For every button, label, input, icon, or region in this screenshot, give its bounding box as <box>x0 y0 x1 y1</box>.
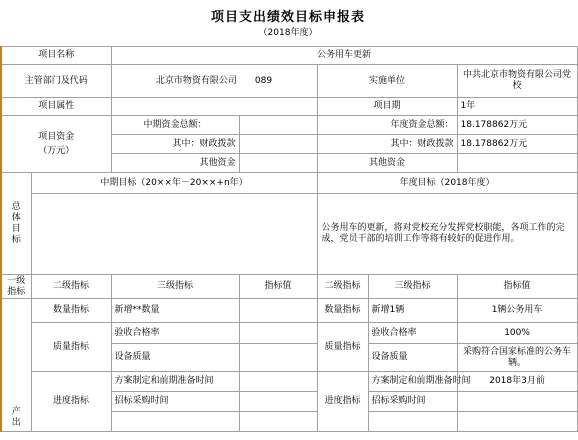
mid-value-cell <box>239 344 317 372</box>
mid-level2-cell: 数量指标 <box>31 299 111 323</box>
table-row <box>1 372 577 392</box>
mid-value-cell <box>239 412 317 432</box>
project-name-row <box>1 47 577 65</box>
overall-goal-char-2: 体 <box>11 212 21 223</box>
mid-level2-header: 二级指标 <box>31 275 111 299</box>
mid-term-goal-content <box>31 194 317 275</box>
project-attribute-row <box>1 98 577 116</box>
implementing-unit-value: 中共北京市物资有限公司党校 <box>457 65 577 98</box>
mid-level3-cell: 新增**数量 <box>111 299 239 323</box>
level1-indicator-header: 一级指标 <box>1 275 31 299</box>
mid-other-label: 其他资金 <box>111 154 239 173</box>
mid-level3-cell: 招标采购时间 <box>111 392 239 412</box>
project-fund-label-line2: （万元） <box>38 146 75 156</box>
implementing-unit-label: 实施单位 <box>317 65 457 98</box>
department-row <box>1 65 577 98</box>
project-period-value: 1年 <box>457 98 577 116</box>
year-value-cell: 2018年3月前 <box>457 372 577 392</box>
mid-level2-cell: 进度指标 <box>31 372 111 432</box>
table-row <box>1 323 577 344</box>
form-sheet <box>0 46 576 440</box>
project-attribute-label: 项目属性 <box>1 98 111 116</box>
year-fund-total-value: 18.178862万元 <box>457 116 577 135</box>
project-fund-label-line1: 项目资金 <box>38 132 75 142</box>
overall-goal-char-1: 总 <box>11 201 21 212</box>
indicator-header-row <box>1 275 577 299</box>
form-title: 项目支出绩效目标申报表 <box>210 10 365 25</box>
year-level3-cell <box>368 412 457 432</box>
department-label: 主管部门及代码 <box>1 65 111 98</box>
table-row <box>1 299 577 323</box>
project-fund-label <box>1 116 111 173</box>
year-value-cell <box>457 412 577 432</box>
form-subtitle: （2018年度） <box>258 28 318 38</box>
project-attribute-value <box>111 98 317 116</box>
mid-value-cell <box>239 323 317 344</box>
mid-value-header: 指标值 <box>239 275 317 299</box>
overall-goal-char-3: 目 <box>11 223 21 234</box>
year-level3-cell: 设备质量 <box>368 344 457 372</box>
year-fund-total-label: 年度资金总额： <box>317 116 457 135</box>
overall-goal-char-4: 标 <box>11 234 21 245</box>
project-name-label: 项目名称 <box>1 47 111 65</box>
year-value-cell: 采购符合国家标准的公务车辆。 <box>457 344 577 372</box>
year-value-cell <box>457 392 577 412</box>
year-level2-cell: 质量指标 <box>317 323 368 372</box>
annual-goal-content: 公务用车的更新，将对党校充分发挥党校职能，各项工作的完成，党员干部的培训工作等将有较好的促进作用。 <box>317 194 577 275</box>
goals-content-row <box>1 194 577 275</box>
project-period-label: 项目期 <box>317 98 457 116</box>
project-name-value: 公务用车更新 <box>111 47 577 65</box>
year-level3-header: 三级指标 <box>368 275 457 299</box>
year-level3-cell: 方案制定和前期准备时间 <box>368 372 457 392</box>
mid-level2-cell: 质量指标 <box>31 323 111 372</box>
year-other-value <box>457 154 577 173</box>
year-fiscal-value: 18.178862万元 <box>457 135 577 154</box>
mid-level3-header: 三级指标 <box>111 275 239 299</box>
overall-goal-side-label <box>1 173 31 275</box>
fund-total-row <box>1 116 577 135</box>
year-level3-cell: 验收合格率 <box>368 323 457 344</box>
year-fiscal-label: 其中：财政拨款 <box>317 135 457 154</box>
mid-term-goal-header: 中期目标（20××年－20××+n年） <box>31 173 317 194</box>
year-level3-cell: 招标采购时间 <box>368 392 457 412</box>
mid-fiscal-label: 其中：财政拨款 <box>111 135 239 154</box>
output-char-2: 出 <box>11 418 21 428</box>
mid-fund-total-label: 中期资金总额： <box>111 116 239 135</box>
annual-goal-header: 年度目标（2018年度） <box>317 173 577 194</box>
mid-level3-cell: 方案制定和前期准备时间 <box>111 372 239 392</box>
output-char-1: 产 <box>11 407 21 417</box>
mid-value-cell <box>239 392 317 412</box>
performance-goal-table <box>0 46 578 432</box>
department-value: 北京市物资有限公司 089 <box>111 65 317 98</box>
year-other-label: 其他资金 <box>317 154 457 173</box>
mid-level3-cell <box>111 412 239 432</box>
year-level2-cell: 数量指标 <box>317 299 368 323</box>
mid-value-cell <box>239 372 317 392</box>
year-level3-cell: 新增1辆 <box>368 299 457 323</box>
year-value-header: 指标值 <box>457 275 577 299</box>
mid-fiscal-value <box>239 135 317 154</box>
year-level2-header: 二级指标 <box>317 275 368 299</box>
mid-fund-total-value <box>239 116 317 135</box>
year-value-cell: 1辆公务用车 <box>457 299 577 323</box>
output-side-label <box>1 299 31 432</box>
mid-level3-cell: 设备质量 <box>111 344 239 372</box>
mid-level3-cell: 验收合格率 <box>111 323 239 344</box>
year-value-cell: 100% <box>457 323 577 344</box>
year-level2-cell: 进度指标 <box>317 372 368 432</box>
mid-other-value <box>239 154 317 173</box>
goals-header-row <box>1 173 577 194</box>
mid-value-cell <box>239 299 317 323</box>
